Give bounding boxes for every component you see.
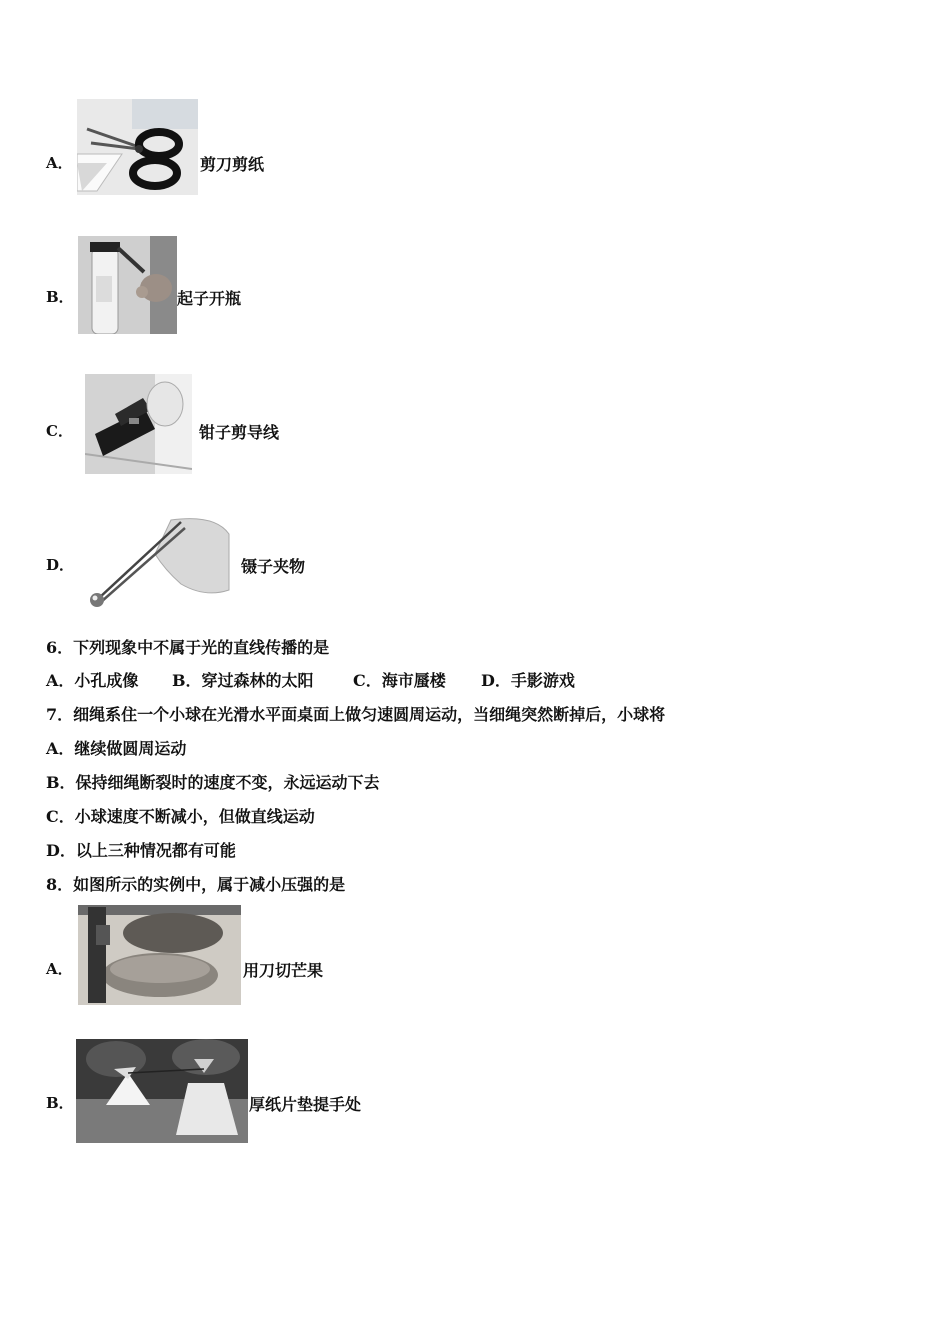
option-letter: D． [46,556,75,574]
option-d: D．以上三种情况都有可能 [46,841,236,860]
option-letter: A． [46,960,73,978]
option-a: A．继续做圆周运动 [46,739,187,758]
option-letter: C． [46,422,73,440]
option-letter: A． [46,154,73,172]
option-a: A．小孔成像 [46,671,139,690]
bottle-opener-photo [78,236,177,334]
option-letter: B． [46,288,74,306]
option-caption: 剪刀剪纸 [200,155,265,174]
tweezers-holding-object-photo [85,514,230,610]
pliers-cutting-wire-photo [85,374,192,474]
question-stem: 8．如图所示的实例中，属于减小压强的是 [46,875,346,894]
option-caption: 用刀切芒果 [243,961,324,980]
paper-pad-bag-handle-photo [76,1039,248,1143]
option-c: C．小球速度不断减小，但做直线运动 [46,807,315,826]
option-caption: 钳子剪导线 [199,423,280,442]
option-caption: 厚纸片垫提手处 [249,1095,362,1114]
option-caption: 镊子夹物 [241,557,306,576]
option-d: D．手影游戏 [481,671,575,690]
option-b: B．穿过森林的太阳 [172,671,314,690]
question-stem: 6．下列现象中不属于光的直线传播的是 [46,638,330,657]
option-caption: 起子开瓶 [177,289,242,308]
knife-cutting-mango-photo [78,905,241,1005]
scissors-cutting-paper-photo [77,99,198,195]
question-stem: 7．细绳系住一个小球在光滑水平面桌面上做匀速圆周运动，当细绳突然断掉后，小球将 [46,705,666,724]
option-letter: B． [46,1094,74,1112]
option-b: B．保持细绳断裂时的速度不变，永远运动下去 [46,773,380,792]
option-c: C．海市蜃楼 [353,671,446,690]
